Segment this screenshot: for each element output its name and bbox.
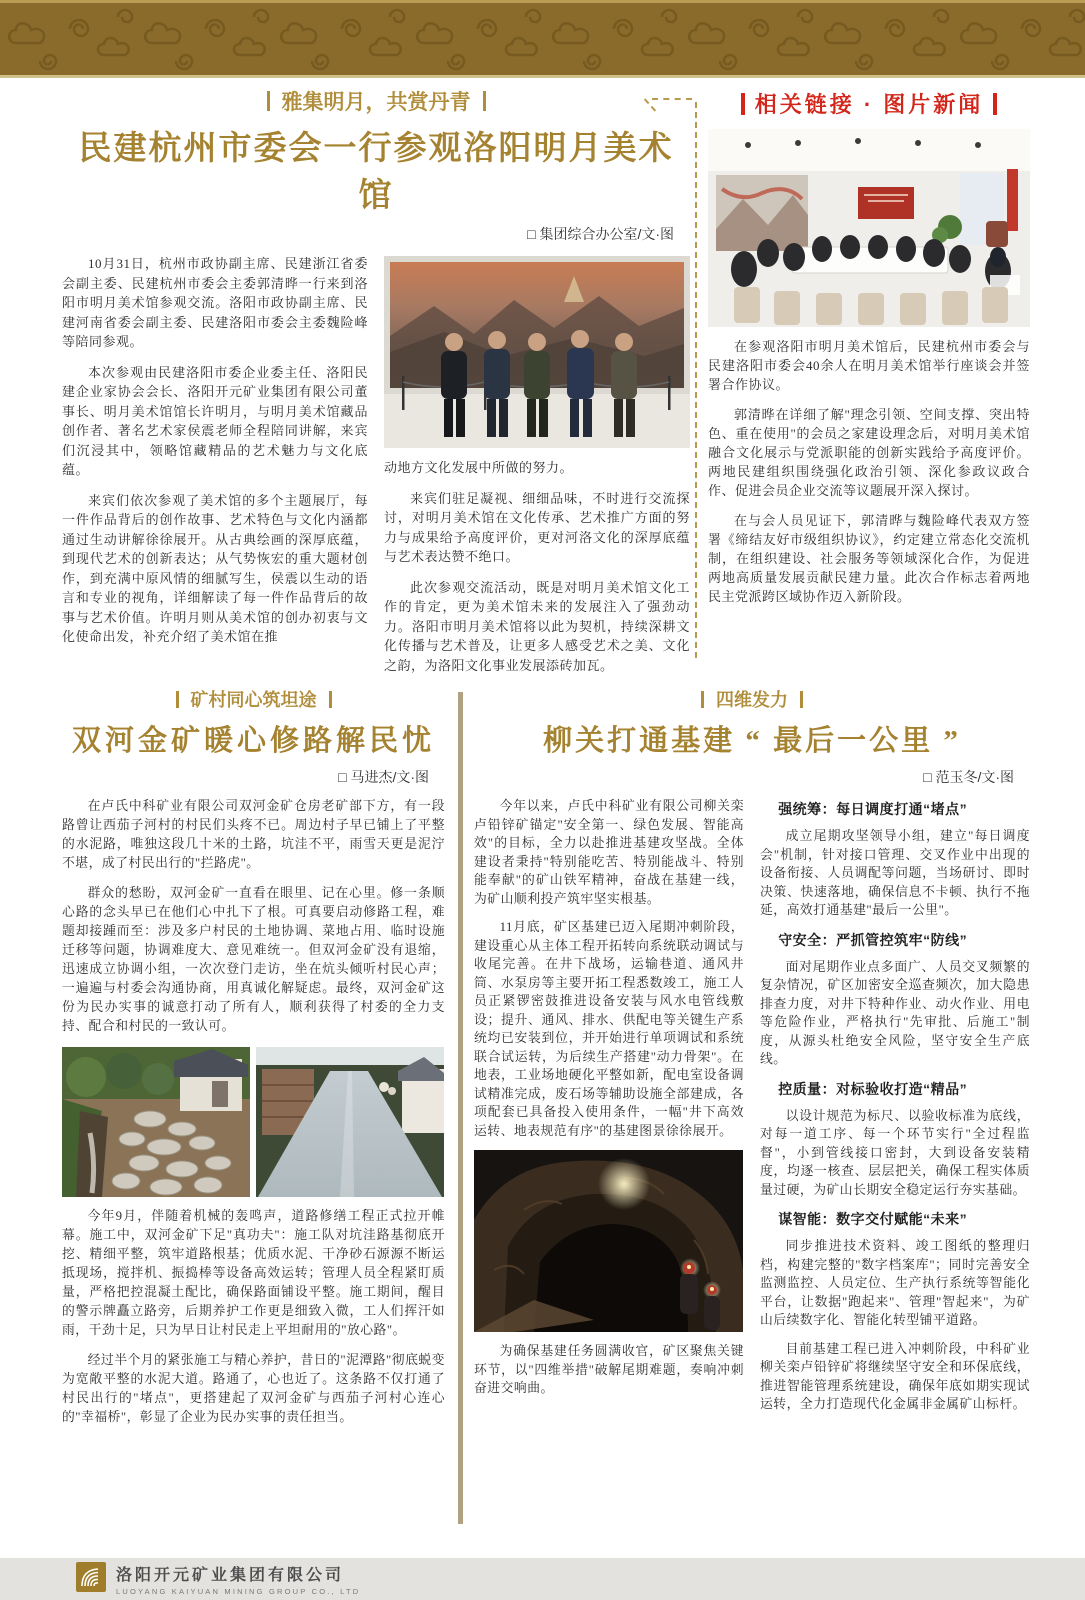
paragraph: 此次参观交流活动，既是对明月美术馆文化工作的肯定，更为美术馆未来的发展注入了强劲动力。洛阳市明月美术馆将以此为契机，持续深耕文化传播与艺术普及，让更多人感受艺术之美、文化之韵，为洛阳文化事业发展添砖加瓦。 xyxy=(384,579,690,673)
article-gallery-visit xyxy=(62,86,690,686)
article3-headline: 柳关打通基建 “ 最后一公里 ” xyxy=(543,725,961,757)
related-links-title: 相关链接 · 图片新闻 xyxy=(754,92,984,117)
article3-byline: □ 范玉冬/文·图 xyxy=(923,769,1014,785)
kicker-bar xyxy=(176,691,179,708)
paragraph: 郭清晔在详细了解"理念引领、空间支撑、突出特色、重在使用"的会员之家建设理念后，对明月美术馆融合文化展示与党派职能的创新实践给予高度评价。两地民建组织围绕强化政治引领、深化参政议政合作、促进会员企业交流等议题展开深入探讨。 xyxy=(708,407,1030,498)
article-road-repair xyxy=(62,686,445,1438)
paragraph: 在参观洛阳市明月美术馆后，民建杭州市委会与民建洛阳市委会40余人在明月美术馆举行座谈会并签署合作协议。 xyxy=(708,339,1030,392)
dashed-separator-horizontal xyxy=(652,98,692,100)
section-heading: 控质量：对标验收打造“精品” xyxy=(778,1080,968,1097)
decorative-cloud-band xyxy=(0,0,1085,78)
paragraph: 来宾们依次参观了美术馆的多个主题展厅，每一件作品背后的创作故事、艺术特色与文化内涵都通过生动讲解徐徐展开。从古典绘画的深厚底蕴，到现代艺术的创新表达；从气势恢宏的重大题材创作，到充满中原风情的细腻写生，侯震以生动的语言和专业的视角，详细解读了每一件作品背后的故事与艺术价值。许明月则从美术馆的创办初衷与文化使命出发，补充介绍了美术馆在推 xyxy=(62,492,368,644)
related-links-section xyxy=(708,88,1030,617)
article1-column-2 xyxy=(384,254,690,686)
article3-column-1 xyxy=(474,797,744,1424)
paragraph: 群众的愁盼，双河金矿一直看在眼里、记在心里。修一条顺心路的念头早已在他们心中扎下了根。可真要启动修路工程，难题却接踵而至：涉及多户村民的土地协调、菜地占用、临时设施迁移等问题，协调难度大、意见难统一。但双河金矿没有退缩，迅速成立协调小组，一次次登门走访，坐在炕头倾听村民心声；一遍遍与村委会沟通协商，用真诚化解疑虑。最终，双河金矿这份为民办实事的诚意打动了所有人，顺利获得了村委的全力支持、配合和村民的一致认可。 xyxy=(62,886,445,1033)
paragraph: 10月31日，杭州市政协副主席、民建浙江省委会副主委、民建杭州市委会主委郭清晔一行来到洛阳市明月美术馆参观交流。洛阳市政协副主席、民建河南省委会副主委、民建洛阳市委会主委魏险峰等陪同参观。 xyxy=(62,256,368,349)
paragraph: 面对尾期作业点多面广、人员交叉频繁的复杂情况，矿区加密安全巡查频次，加大隐患排查力度，对井下特种作业、动火作业、用电等危险作业，严格执行"先审批、后施工"制度，从源头杜绝安全风险，坚守安全生产底线。 xyxy=(760,959,1030,1066)
article1-kicker xyxy=(62,86,690,116)
article1-byline: □ 集团综合办公室/文·图 xyxy=(527,226,674,242)
article3-kicker xyxy=(474,686,1030,712)
paragraph: 为确保基建任务圆满收官，矿区聚焦关键环节，以"四维举措"破解尾期难题，奏响冲刺奋进交响曲。 xyxy=(474,1344,744,1395)
company-logo xyxy=(76,1562,106,1597)
section-heading: 强统筹：每日调度打通“堵点” xyxy=(778,801,968,817)
paragraph: 今年以来，卢氏中科矿业有限公司柳关栾卢铅锌矿锚定"安全第一、绿色发展、智能高效"的目标，全力以赴推进基建攻坚战。全体建设者秉持"特别能吃苦、特别能战斗、特别能奉献"的矿山铁军精神，奋战在基建一线，为矿山顺利投产筑牢坚实根基。 xyxy=(474,799,744,906)
paragraph: 目前基建工程已进入冲刺阶段，中科矿业柳关栾卢铅锌矿将继续坚守安全和环保底线，推进智能管理系统建设，确保年底如期实现试运转，全力打造现代化金属非金属矿山标杆。 xyxy=(760,1341,1030,1411)
photo-old-road xyxy=(62,1047,250,1197)
article2-headline: 双河金矿暖心修路解民忧 xyxy=(71,725,435,757)
paragraph: 经过半个月的紧张施工与精心养护，昔日的"泥潭路"彻底蜕变为宽敞平整的水泥大道。路通了，心也近了。这条路不仅打通了村民出行的"堵点"，更搭建起了双河金矿与西茄子河村心连心的"幸福桥"，彰显了企业为民办实事的责任担当。 xyxy=(62,1353,445,1424)
kicker-bar xyxy=(701,691,704,708)
article3-column-2 xyxy=(760,797,1030,1424)
photo-mine-tunnel xyxy=(474,1150,744,1332)
paragraph: 成立尾期攻坚领导小组，建立"每日调度会"机制，针对接口管理、交叉作业中出现的设备衔接、人员调配等问题，当场研讨、即时决策、快速落地，确保信息不卡顿、执行不拖延，高效打通基建"最后一公里"。 xyxy=(760,829,1030,917)
section-heading: 守安全：严抓管控筑牢“防线” xyxy=(778,931,968,948)
company-names xyxy=(116,1562,360,1596)
article2-byline: □ 马进杰/文·图 xyxy=(338,769,429,785)
company-name-cn: 洛阳开元矿业集团有限公司 xyxy=(116,1567,345,1584)
photo-symposium-meeting xyxy=(708,129,1030,327)
company-name-en: LUOYANG KAIYUAN MINING GROUP CO., LTD xyxy=(116,1587,361,1596)
kicker-bar xyxy=(267,91,270,111)
paragraph-continuation: 动地方文化发展中所做的努力。 xyxy=(384,460,574,475)
paragraph: 今年9月，伴随着机械的轰鸣声，道路修缮工程正式拉开帷幕。施工中，双河金矿下足"真功夫"：施工队对坑洼路基彻底开挖、精细平整，筑牢道路根基；优质水泥、干净砂石源源不断运抵现场，搅拌机、振捣棒等设备高效运转；管理人员全程紧盯质量，严格把控混凝土配比，确保路面铺设平整。施工期间，醒目的警示牌矗立路旁，后期养护工作更是细致入微，工人们挥汗如雨，干劲十足，只为早日让村民走上平坦耐用的"放心路"。 xyxy=(62,1209,445,1337)
article2-kicker-label: 矿村同心筑坦途 xyxy=(190,690,317,710)
kicker-bar xyxy=(483,91,486,111)
article1-kicker-label: 雅集明月，共赏丹青 xyxy=(281,91,471,114)
article1-headline: 民建杭州市委会一行参观洛阳明月美术馆 xyxy=(78,131,674,214)
article1-column-1 xyxy=(62,254,368,686)
header-bar xyxy=(993,93,997,115)
section-divider xyxy=(458,692,463,1524)
article2-kicker xyxy=(62,686,445,712)
article3-kicker-label: 四维发力 xyxy=(716,690,788,710)
paragraph: 以设计规范为标尺、以验收标准为底线，对每一道工序、每一个环节实行"全过程监督"，小到管线接口密封，大到设备安装精度，均逐一核查、层层把关，确保工程实体质量过硬，为矿山长期安全稳定运行夯实基础。 xyxy=(760,1108,1030,1197)
kicker-bar xyxy=(329,691,332,708)
page-footer xyxy=(0,1558,1085,1600)
related-links-header xyxy=(708,88,1030,119)
paragraph: 来宾们驻足凝视、细细品味，不时进行交流探讨，对明月美术馆在文化传承、艺术推广方面的努力与成果给予高度评价，更对河洛文化的深厚底蕴与艺术表达赞不绝口。 xyxy=(384,490,690,564)
kicker-bar xyxy=(800,691,803,708)
paragraph: 在卢氏中科矿业有限公司双河金矿仓房老矿部下方，有一段路曾让西茄子河村的村民们头疼不已。周边村子早已铺上了平整的水泥路，唯独这段几十米的土路，坑洼不平，雨雪天更是泥泞不堪，成了村民出行的"拦路虎"。 xyxy=(62,799,445,870)
paragraph: 同步推进技术资料、竣工图纸的整理归档，构建完整的"数字档案库"；同时完善安全监测监控、人员定位、生产执行系统等智能化平台，让数据"跑起来"、管理"智起来"，为矿山后续数字化、智能化转型铺平道路。 xyxy=(760,1239,1030,1327)
paragraph: 11月底，矿区基建已迈入尾期冲刺阶段，建设重心从主体工程开拓转向系统联动调试与收尾完善。在井下战场，运输巷道、通风井筒、水泵房等主要开拓工程悉数竣工，施工人员正紧锣密鼓推进设备安装与风水电管线敷设；提升、通风、排水、供配电等关键生产系统均已安装到位，并开始进行单项调试和系统联合试运转，为后续生产搭建"动力骨架"。在地表，工业场地硬化平整如新，配电室设备调试精准完成，废石场等辅助设施全部建成，各项配套已具备投入使用条件，一幅"井下高效运转、地表规范有序"的基建图景徐徐展开。 xyxy=(474,920,744,1138)
paragraph: 本次参观由民建洛阳市委企业委主任、洛阳民建企业家协会会长、洛阳开元矿业集团有限公司董事长、明月美术馆馆长许明月，与明月美术馆藏品创作者、著名艺术家侯震老师全程陪同讲解，来宾们沉浸其中，领略馆藏精品的艺术魅力与文化底蕴。 xyxy=(62,364,368,477)
article-infrastructure-sprint xyxy=(474,686,1030,1424)
dashed-separator-vertical xyxy=(695,102,697,658)
paragraph: 在与会人员见证下，郭清晔与魏险峰代表双方签署《缔结友好市级组织协议》，约定建立常态化交流机制，在组织建设、社会服务等领域深化合作，为促进两地高质量发展贡献民建力量。此次合作标志着两地民主党派跨区域协作迈入新阶段。 xyxy=(708,513,1030,604)
photo-new-road xyxy=(256,1047,444,1197)
photo-group-before-painting xyxy=(384,256,690,448)
section-heading: 谋智能：数字交付赋能“未来” xyxy=(778,1211,968,1227)
header-bar xyxy=(741,93,745,115)
